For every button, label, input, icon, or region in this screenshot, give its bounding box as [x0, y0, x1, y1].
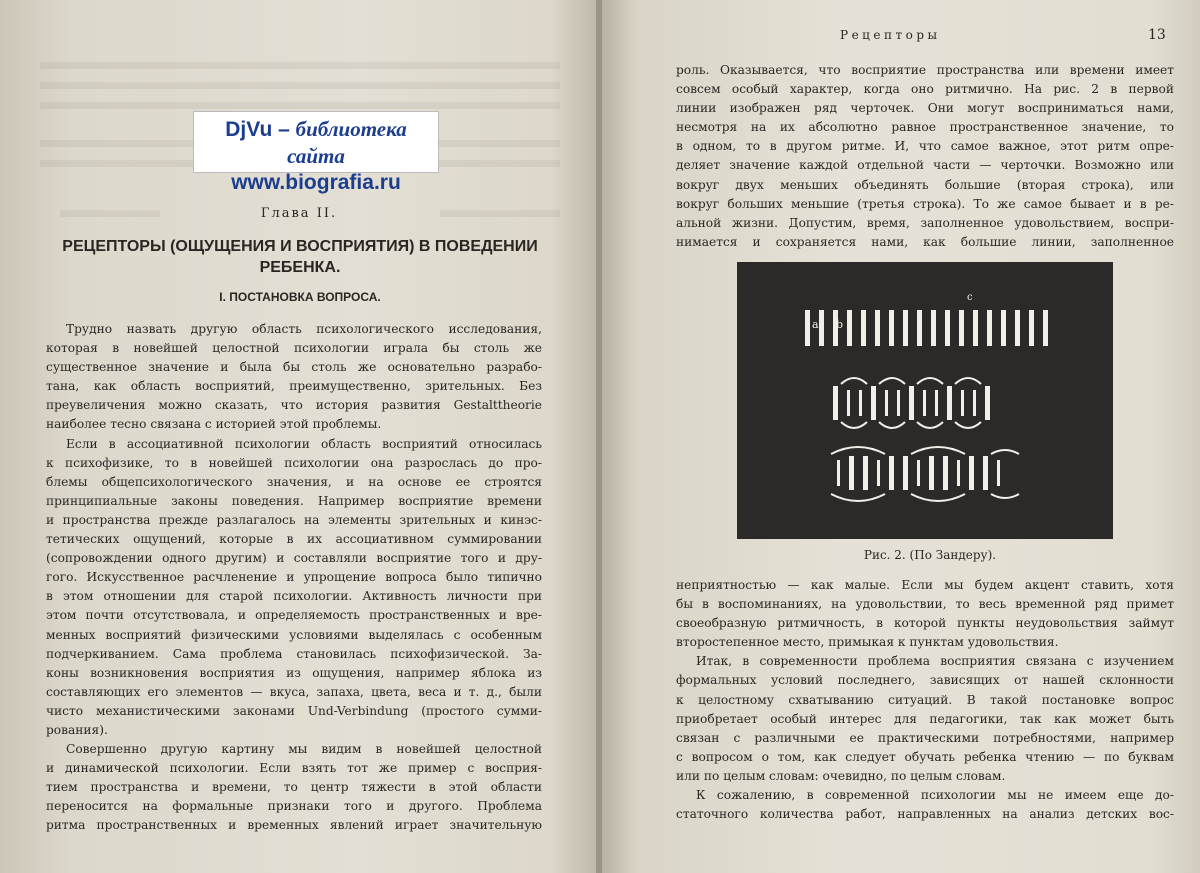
text-line: к психофизике, то в новейшей психологии она разрослась до про- [46, 455, 542, 470]
text-line: чисто механистическими законами Und-Verbindung (простого сумми- [46, 703, 542, 718]
watermark-logo [193, 111, 439, 194]
bleed-through [40, 102, 560, 109]
text-line: блемы общепсихологического значения, и на основе ее строятся [46, 474, 542, 489]
text-line: Если в ассоциативной психологии область восприятий относилась [66, 436, 542, 451]
text-line: несмотря на их абсолютно равное пространственное значение, то [676, 120, 1174, 135]
grouping-arc [917, 378, 943, 384]
row3-strokes [837, 456, 1000, 490]
stroke-line [1001, 310, 1006, 346]
watermark-line2: www.biografia.ru [231, 171, 401, 194]
right-body-text-top [676, 61, 1174, 252]
chapter-title-line: РЕБЕНКА. [259, 259, 341, 276]
text-line: составляющих его элементов — вкуса, запаха, цвета, веса и т. д., были [46, 684, 542, 699]
chapter-title-line: РЕЦЕПТОРЫ (ОЩУЩЕНИЯ И ВОСПРИЯТИЯ) В ПОВЕДЕНИИ [62, 238, 538, 255]
text-line: тетических ощущений, которые в их ассоциативном суммировании [46, 532, 542, 547]
stroke-line [863, 456, 868, 490]
watermark-line1: DjVu – библиотека сайта [225, 117, 407, 168]
grouping-arc [991, 494, 1019, 498]
text-line: деляет значение каждой отдельной части — черточки. Возможно или [676, 158, 1174, 173]
text-line: связан с различными ее практическими потребностями, например [676, 730, 1174, 745]
text-line: К сожалению, в современной психологии мы не имеем еще до- [696, 788, 1174, 803]
text-line: формальных условий последнего, зависящих от нашей склонности [676, 673, 1174, 688]
stroke-line [945, 310, 950, 346]
stroke-line [897, 390, 900, 416]
figure-label-b: b [836, 318, 844, 331]
grouping-arc [879, 378, 905, 384]
text-line: своеобразную ритмичность, в которой пункты неудовольствия займут [676, 616, 1174, 631]
text-line: в одном, то в другом ритме. И, что самое важное, этот ритм опре- [676, 139, 1174, 154]
stroke-line [909, 386, 914, 420]
grouping-arc [841, 422, 867, 428]
rhythm-figure [737, 262, 1113, 539]
text-line: принципиальные законы поведения. Например восприятие времени [46, 493, 542, 508]
stroke-line [805, 310, 810, 346]
text-line: второстепенное место, примыкая к пунктам удовольствия. [676, 635, 1059, 650]
text-line: с вопросом о том, как следует обучать ребенка чтению — по буквам [676, 749, 1174, 764]
text-line: коны возникновения восприятия из ощущения, например яблока из [46, 665, 542, 680]
stroke-line [947, 386, 952, 420]
stroke-line [847, 310, 852, 346]
text-line: гого. Искусственное расчленение и упрощение вопроса было типично [46, 570, 542, 585]
stroke-line [973, 390, 976, 416]
text-line: приобретает особый интерес для педагогики, так как может быть [676, 711, 1174, 726]
figure-label-a: a [812, 318, 819, 331]
stroke-line [837, 460, 840, 486]
text-line: в этом отношении для старой психологии. Активность личности при [46, 589, 542, 604]
grouping-arc [955, 378, 981, 384]
text-line: неприятностью — как малые. Если мы будем акцент ставить, хотя [676, 578, 1174, 592]
text-line: наиболее тесно связана с историей этой проблемы. [46, 417, 382, 432]
bleed-through [40, 82, 560, 89]
text-line: ритма пространственных и временных явлений играет значительную [46, 818, 542, 833]
text-line: Совершенно другую картину мы видим в новейшей целостной [66, 742, 542, 757]
left-body-text [46, 320, 542, 836]
stroke-line [973, 310, 978, 346]
text-line: вокруг больших меньшие (третья строка). То же самое бывает и в ре- [676, 196, 1174, 211]
stroke-line [935, 390, 938, 416]
text-line: преувеличения можно сказать, что история развития Gestalttheorie [46, 398, 542, 413]
text-line: рования). [46, 722, 108, 737]
stroke-line [819, 310, 824, 346]
row3-arcs [831, 447, 1019, 501]
stroke-line [871, 386, 876, 420]
stroke-line [917, 310, 922, 346]
text-line: нимается и сохраняется нами, как большие линии, заполненное [676, 234, 1174, 249]
stroke-line [1015, 310, 1020, 346]
figure-caption: Рис. 2. (По Зандеру). [863, 548, 997, 562]
grouping-arc [991, 450, 1019, 454]
stroke-line [985, 386, 990, 420]
grouping-arc [831, 494, 885, 501]
text-line: тана, как область восприятий, преимущественно, зрительных. Без [46, 379, 542, 394]
stroke-line [903, 456, 908, 490]
stroke-line [861, 310, 866, 346]
grouping-arc [917, 422, 943, 428]
grouping-arc [841, 378, 867, 384]
right-body-text-bottom [676, 576, 1174, 824]
stroke-line [959, 310, 964, 346]
text-line: альной жизни. Допустим, время, заполненное удовольствием, воспри- [676, 215, 1174, 230]
bleed-through [40, 62, 560, 69]
text-line: тием пространства и времени, то центр тяжести в этой области [46, 780, 542, 795]
text-line: Итак, в современности проблема восприятия связана с изучением [696, 654, 1174, 669]
stroke-line [957, 460, 960, 486]
grouping-arc [879, 422, 905, 428]
text-line: статочного количества работ, направленных на анализ детских вос- [676, 807, 1174, 822]
stroke-line [1029, 310, 1034, 346]
stroke-line [1043, 310, 1048, 346]
stroke-line [983, 456, 988, 490]
grouping-arc [831, 447, 885, 454]
stroke-line [917, 460, 920, 486]
stroke-line [923, 390, 926, 416]
chapter-title [50, 236, 550, 278]
stroke-line [903, 310, 908, 346]
stroke-line [889, 456, 894, 490]
row2-strokes [833, 386, 990, 420]
stroke-line [885, 390, 888, 416]
stroke-line [997, 460, 1000, 486]
stroke-line [969, 456, 974, 490]
stroke-line [833, 386, 838, 420]
text-line: подчеркиванием. Сама проблема становилась психофизической. За- [46, 646, 542, 661]
section-heading: I. ПОСТАНОВКА ВОПРОСА. [219, 290, 381, 304]
text-line: и пространства прежде разлагалось на элементы зрительных и кинэс- [46, 512, 542, 527]
text-line: бы в воспоминаниях, на удовольствии, то весь временной ряд примет [676, 597, 1174, 612]
text-line: существенное значение и была бы столь же основательно разрабо- [46, 360, 542, 375]
stroke-line [859, 390, 862, 416]
chapter-heading: Глава II. [260, 206, 338, 221]
grouping-arc [911, 494, 965, 501]
figure-label-c: c [967, 292, 973, 303]
text-line: и динамической психологии. Если взять тот же пример с восприя- [46, 761, 542, 776]
text-line: совсем особый характер, когда оно ритмично. На рис. 2 в первой [676, 82, 1174, 97]
stroke-line [849, 456, 854, 490]
stroke-line [943, 456, 948, 490]
stroke-line [889, 310, 894, 346]
stroke-line [847, 390, 850, 416]
text-line: менных восприятий физическими условиями выделялась с особенным [46, 627, 542, 642]
stroke-line [931, 310, 936, 346]
text-line: этом почти отсутствовала, и определяемость пространственных и вре- [46, 608, 542, 623]
stroke-line [961, 390, 964, 416]
page-number: 13 [1148, 27, 1166, 43]
text-line: линии изображен ряд черточек. Они могут восприниматься нами, [676, 101, 1174, 116]
grouping-arc [911, 447, 965, 454]
rhythm-figure-drawing [737, 262, 1113, 539]
text-line: которая в новейшей целостной психологии играла бы столь же [46, 341, 542, 356]
stroke-line [877, 460, 880, 486]
stroke-line [929, 456, 934, 490]
text-line: роль. Оказывается, что восприятие пространства или времени имеет [676, 63, 1174, 77]
text-line: к целостному схватыванию ситуаций. В такой постановке вопрос [676, 692, 1174, 707]
stroke-line [875, 310, 880, 346]
text-line: (сопровождении одного другим) и составляли восприятие того и дру- [46, 551, 542, 566]
running-head: Рецепторы [840, 28, 941, 42]
stroke-line [987, 310, 992, 346]
text-line: переносится на формальные признаки того и другого. Проблема [46, 799, 542, 814]
grouping-arc [955, 422, 981, 428]
text-line: вокруг двух меньших объединять большие (вторая строка), или [676, 177, 1174, 192]
text-line: или по целым словам: очевидно, по целым словам. [676, 768, 1006, 783]
text-line: Трудно назвать другую область психологического исследования, [66, 322, 542, 336]
